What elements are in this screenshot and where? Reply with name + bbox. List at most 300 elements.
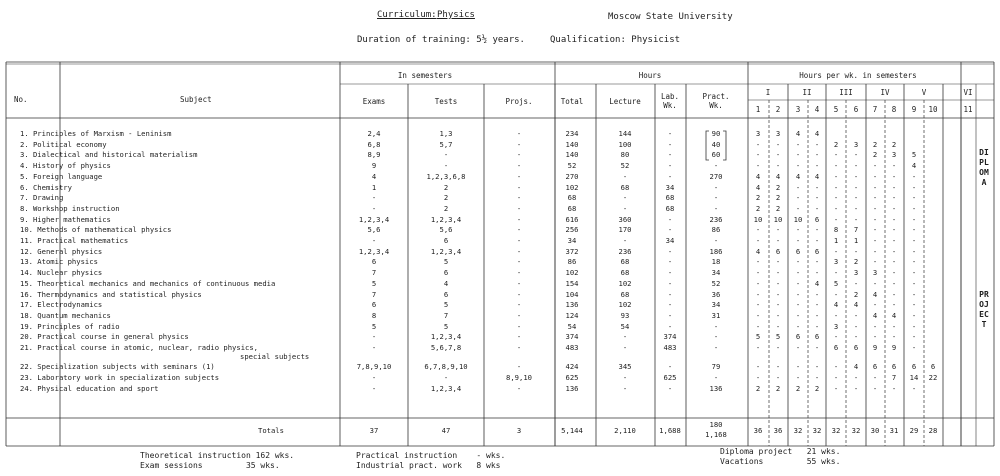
col-pract-header-2: Wk.	[709, 101, 723, 110]
cell-lecture: 54	[620, 321, 630, 331]
cell-projs: -	[516, 289, 522, 299]
semester-hours: -	[833, 203, 839, 213]
cell-total: 256	[565, 225, 579, 235]
semester-hours: -	[795, 362, 801, 372]
semester-hours: -	[775, 150, 781, 160]
semester-hours: 3	[853, 268, 859, 278]
cell-exams: -	[371, 236, 377, 245]
cell-projs: -	[516, 203, 522, 213]
subject-name: 17. Electrodynamics	[20, 300, 103, 310]
cell-total: 374	[565, 332, 579, 342]
cell-lab: -	[667, 278, 673, 288]
cell-tests: 5,7	[439, 139, 453, 149]
semester-hours: 7	[853, 225, 859, 235]
semester-hours: -	[911, 289, 917, 299]
semester-hours: -	[795, 193, 801, 203]
semester-hours: -	[814, 203, 820, 213]
semester-hours: 3	[775, 129, 781, 138]
footer-theoretical: Theoretical instruction 162 wks.	[140, 451, 295, 460]
col-exams-header: Exams	[362, 97, 386, 106]
cell-exams: -	[371, 383, 377, 393]
semester-hours: -	[814, 362, 820, 372]
cell-lecture: 68	[620, 257, 630, 267]
cell-lab: -	[667, 139, 673, 149]
semester-hours: 2	[775, 383, 781, 393]
cell-lab: -	[667, 129, 673, 138]
semester-label: 7	[872, 105, 878, 114]
cell-lecture: -	[622, 383, 628, 393]
totals-semester: 31	[889, 426, 899, 435]
semester-hours: 2	[775, 193, 781, 203]
cell-lecture: 345	[618, 362, 632, 372]
cell-pract: -	[713, 373, 719, 383]
cell-lab: -	[667, 214, 673, 224]
semester-hours: -	[814, 257, 820, 267]
semester-hours: 2	[872, 139, 878, 149]
semester-hours: 4	[775, 171, 781, 181]
semester-hours: -	[853, 310, 859, 320]
col-lab-header: Lab.	[660, 92, 680, 101]
totals-semester: 36	[773, 426, 783, 435]
semester-hours: -	[795, 300, 801, 310]
cell-projs: -	[516, 225, 522, 235]
semester-hours: -	[872, 373, 878, 383]
semester-label: 11	[963, 105, 973, 114]
semester-label: 4	[814, 105, 820, 114]
semester-hours: 2	[775, 182, 781, 192]
semester-hours: 5	[833, 278, 839, 288]
semester-hours: -	[853, 182, 859, 192]
footer-diploma: Diploma project 21 wks.	[720, 447, 841, 456]
semester-hours: -	[795, 373, 801, 383]
cell-tests: 6	[443, 289, 449, 299]
cell-pract: 236	[709, 214, 723, 224]
semester-hours: -	[911, 300, 917, 310]
cell-pract: 34	[711, 300, 721, 310]
semester-hours: -	[775, 225, 781, 235]
subject-name: 5. Foreign language	[20, 171, 103, 181]
semester-hours: -	[872, 182, 878, 192]
semester-hours: -	[911, 257, 917, 267]
totals-projs: 3	[516, 426, 522, 435]
semester-hours: -	[814, 310, 820, 320]
semester-hours: 3	[833, 321, 839, 331]
semester-hours: -	[833, 193, 839, 203]
subject-name: 19. Principles of radio	[20, 321, 120, 331]
semester-hours: -	[755, 343, 761, 352]
cell-lecture: 144	[618, 129, 632, 138]
cell-exams: 7	[371, 268, 377, 278]
semester-hours: -	[833, 383, 839, 393]
cell-total: 270	[565, 171, 579, 181]
cell-tests: 5	[443, 257, 449, 267]
cell-lecture: 93	[620, 310, 630, 320]
semester-hours: -	[853, 383, 859, 393]
semester-hours: -	[872, 300, 878, 310]
semester-hours: -	[814, 373, 820, 383]
cell-projs: -	[516, 310, 522, 320]
cell-lab: 34	[665, 236, 675, 245]
cell-exams: -	[371, 373, 377, 383]
cell-total: 34	[567, 236, 577, 245]
semester-hours: -	[833, 182, 839, 192]
semester-label: 1	[755, 105, 761, 114]
cell-lecture: -	[622, 373, 628, 383]
semester-hours: -	[795, 150, 801, 160]
semester-hours: -	[853, 214, 859, 224]
semester-hours: -	[795, 236, 801, 245]
cell-pract: -	[713, 193, 719, 203]
semester-label: 10	[928, 105, 938, 114]
cell-pract: 40	[711, 139, 721, 149]
cell-projs: -	[516, 139, 522, 149]
semester-hours: -	[795, 257, 801, 267]
subject-name: 7. Drawing	[20, 193, 64, 203]
semester-hours: -	[755, 257, 761, 267]
semester-hours: -	[872, 225, 878, 235]
cell-total: 372	[565, 246, 579, 256]
semester-hours: 4	[872, 310, 878, 320]
cell-pract: 31	[711, 310, 721, 320]
cell-total: 616	[565, 214, 579, 224]
cell-tests: -	[443, 161, 449, 171]
semester-hours: 5	[911, 150, 917, 160]
semester-hours: -	[853, 171, 859, 181]
cell-lab: -	[667, 310, 673, 320]
semester-hours: -	[872, 236, 878, 245]
semester-hours: -	[775, 278, 781, 288]
semester-hours: -	[814, 161, 820, 171]
cell-tests: 6	[443, 236, 449, 245]
semester-hours: -	[911, 182, 917, 192]
semester-hours: -	[755, 161, 761, 171]
semester-hours: -	[853, 278, 859, 288]
cell-pract: -	[713, 343, 719, 352]
semester-hours: -	[755, 310, 761, 320]
cell-exams: -	[371, 203, 377, 213]
cell-lab: -	[667, 362, 673, 372]
semester-hours: 5	[775, 332, 781, 342]
subject-name: 6. Chemistry	[20, 182, 72, 192]
cell-projs: -	[516, 383, 522, 393]
semester-hours: -	[775, 289, 781, 299]
totals-label: Totals	[258, 426, 284, 435]
cell-total: 68	[567, 193, 577, 203]
subject-name: 24. Physical education and sport	[20, 383, 159, 393]
semester-hours: 2	[755, 193, 761, 203]
cell-lecture: 102	[618, 278, 632, 288]
semester-hours: -	[911, 225, 917, 235]
cell-lab: 68	[665, 203, 675, 213]
subject-name: 18. Quantum mechanics	[20, 310, 111, 320]
diploma-vertical-label: DIPLOMA	[979, 148, 989, 187]
semester-hours: 3	[755, 129, 761, 138]
totals-semester: 28	[928, 426, 938, 435]
semester-hours: 2	[755, 203, 761, 213]
cell-pract: 60	[711, 150, 721, 160]
cell-exams: 4	[371, 171, 377, 181]
col-pract-header: Pract.	[702, 92, 730, 101]
cell-pract: 86	[711, 225, 721, 235]
semester-hours: -	[872, 278, 878, 288]
cell-exams: 5,6	[367, 225, 381, 235]
cell-pract: 34	[711, 268, 721, 278]
semester-hours: 4	[853, 362, 859, 372]
subject-name: 16. Thermodynamics and statistical physics	[20, 289, 202, 299]
semester-hours: 2	[833, 139, 839, 149]
cell-pract: 79	[711, 362, 721, 372]
totals-pract-top: 180	[709, 420, 723, 429]
semester-hours: -	[872, 383, 878, 393]
semester-hours: -	[891, 225, 897, 235]
cell-lecture: 170	[618, 225, 632, 235]
semester-hours: -	[775, 257, 781, 267]
year-label: V	[921, 88, 927, 97]
semester-hours: 10	[793, 214, 803, 224]
semester-hours: -	[795, 161, 801, 171]
semester-hours: -	[872, 257, 878, 267]
semester-hours: -	[891, 161, 897, 171]
totals-semester: 32	[851, 426, 861, 435]
cell-lab: -	[667, 321, 673, 331]
semester-hours: -	[833, 161, 839, 171]
semester-hours: 4	[814, 129, 820, 138]
cell-projs: -	[516, 362, 522, 372]
subject-name: 4. History of physics	[20, 161, 111, 171]
semester-hours: -	[795, 310, 801, 320]
footer-vacations: Vacations 55 wks.	[720, 457, 841, 466]
semester-hours: -	[775, 343, 781, 352]
semester-hours: -	[911, 171, 917, 181]
cell-projs: -	[516, 129, 522, 138]
semester-hours: -	[755, 225, 761, 235]
semester-hours: -	[755, 139, 761, 149]
col-hours-per-week-header: Hours per wk. in semesters	[799, 71, 917, 80]
semester-hours: 6	[814, 332, 820, 342]
semester-hours: 2	[853, 257, 859, 267]
semester-hours: -	[891, 193, 897, 203]
year-label: III	[839, 88, 853, 97]
cell-tests: 5	[443, 300, 449, 310]
semester-hours: -	[891, 332, 897, 342]
semester-hours: -	[833, 268, 839, 278]
semester-hours: -	[755, 373, 761, 383]
col-lab-header-2: Wk.	[663, 101, 677, 110]
semester-hours: 3	[872, 268, 878, 278]
semester-hours: -	[814, 150, 820, 160]
semester-hours: 4	[755, 246, 761, 256]
col-lecture-header: Lecture	[609, 97, 641, 106]
cell-total: 102	[565, 268, 579, 278]
semester-hours: -	[833, 171, 839, 181]
semester-hours: -	[891, 257, 897, 267]
subject-name: 23. Laboratory work in specialization subjects	[20, 373, 220, 383]
totals-semester: 36	[753, 426, 763, 435]
cell-tests: 2	[443, 203, 449, 213]
cell-lab: -	[667, 225, 673, 235]
totals-exams: 37	[369, 426, 379, 435]
semester-hours: 8	[833, 225, 839, 235]
subject-name: 21. Practical course in atomic, nuclear, radio physics,	[20, 343, 258, 352]
cell-exams: 6,8	[367, 139, 381, 149]
semester-hours: -	[814, 300, 820, 310]
semester-hours: 6	[814, 214, 820, 224]
subject-name: 22. Specialization subjects with seminars (1)	[20, 362, 215, 372]
cell-lecture: 100	[618, 139, 632, 149]
semester-hours: 9	[891, 343, 897, 352]
cell-exams: -	[371, 193, 377, 203]
semester-hours: -	[911, 236, 917, 245]
semester-hours: 4	[833, 300, 839, 310]
semester-hours: -	[911, 310, 917, 320]
totals-lecture: 2,110	[614, 426, 636, 435]
cell-exams: 5	[371, 321, 377, 331]
cell-tests: 1,2,3,4	[430, 332, 462, 342]
semester-hours: 6	[930, 362, 936, 372]
semester-hours: -	[891, 321, 897, 331]
cell-lab: -	[667, 161, 673, 171]
project-vertical-label: PROJECT	[979, 290, 989, 329]
cell-projs: -	[516, 321, 522, 331]
cell-lab: 34	[665, 182, 675, 192]
subject-name: 9. Higher mathematics	[20, 214, 111, 224]
cell-exams: 1,2,3,4	[358, 246, 390, 256]
semester-hours: -	[775, 268, 781, 278]
semester-hours: -	[833, 246, 839, 256]
semester-hours: -	[891, 383, 897, 393]
cell-exams: 5	[371, 278, 377, 288]
semester-label: 3	[795, 105, 801, 114]
semester-hours: -	[833, 150, 839, 160]
semester-hours: -	[872, 171, 878, 181]
semester-hours: -	[814, 289, 820, 299]
cell-lab: 483	[663, 343, 677, 352]
cell-exams: 8,9	[367, 150, 381, 160]
cell-lab: -	[667, 171, 673, 181]
totals-tests: 47	[441, 426, 451, 435]
col-hours-header: Hours	[638, 71, 662, 80]
semester-hours: 9	[872, 343, 878, 352]
cell-projs: -	[516, 182, 522, 192]
qualification-text: Qualification: Physicist	[550, 35, 681, 45]
cell-tests: 2	[443, 193, 449, 203]
cell-total: 86	[567, 257, 577, 267]
semester-hours: -	[755, 289, 761, 299]
semester-hours: -	[814, 268, 820, 278]
semester-hours: -	[755, 268, 761, 278]
cell-pract: 18	[711, 257, 721, 267]
cell-lecture: 68	[620, 182, 630, 192]
semester-hours: 6	[891, 362, 897, 372]
cell-projs: -	[516, 246, 522, 256]
semester-hours: 2	[775, 203, 781, 213]
cell-tests: -	[443, 373, 449, 383]
cell-projs: -	[516, 214, 522, 224]
semester-hours: -	[911, 278, 917, 288]
cell-lab: -	[667, 246, 673, 256]
semester-hours: -	[891, 268, 897, 278]
semester-hours: -	[911, 321, 917, 331]
semester-hours: -	[911, 246, 917, 256]
semester-hours: -	[755, 236, 761, 245]
semester-hours: -	[775, 321, 781, 331]
semester-hours: -	[814, 193, 820, 203]
semester-hours: -	[891, 300, 897, 310]
year-label: VI	[963, 88, 973, 97]
semester-hours: 6	[795, 332, 801, 342]
subject-name: 12. General physics	[20, 246, 103, 256]
cell-total: 124	[565, 310, 579, 320]
semester-hours: 22	[928, 373, 938, 383]
semester-label: 8	[891, 105, 897, 114]
semester-hours: 1	[853, 236, 859, 245]
cell-pract: -	[713, 236, 719, 245]
semester-hours: -	[833, 310, 839, 320]
semester-hours: 4	[755, 171, 761, 181]
cell-projs: -	[516, 257, 522, 267]
subject-name: 10. Methods of mathematical physics	[20, 225, 172, 235]
cell-total: 136	[565, 383, 579, 393]
semester-hours: -	[891, 236, 897, 245]
semester-hours: 6	[795, 246, 801, 256]
cell-tests: 1,2,3,4	[430, 383, 462, 393]
cell-lab: 374	[663, 332, 677, 342]
subject-name: 8. Workshop instruction	[20, 203, 120, 213]
semester-hours: -	[911, 203, 917, 213]
semester-hours: -	[872, 246, 878, 256]
semester-hours: -	[795, 268, 801, 278]
cell-exams: 6	[371, 257, 377, 267]
semester-hours: -	[814, 321, 820, 331]
cell-lecture: 52	[620, 161, 630, 171]
semester-label: 6	[853, 105, 859, 114]
cell-tests: -	[443, 150, 449, 160]
cell-lecture: -	[622, 193, 628, 203]
semester-hours: 4	[872, 289, 878, 299]
cell-tests: 7	[443, 310, 449, 320]
cell-projs: -	[516, 343, 522, 352]
semester-label: 2	[775, 105, 781, 114]
semester-hours: -	[853, 332, 859, 342]
col-tests-header: Tests	[434, 97, 458, 106]
cell-lab: -	[667, 383, 673, 393]
semester-hours: -	[872, 193, 878, 203]
semester-hours: -	[833, 332, 839, 342]
cell-total: 154	[565, 278, 579, 288]
semester-hours: -	[795, 289, 801, 299]
cell-pract: -	[713, 203, 719, 213]
semester-hours: 3	[891, 150, 897, 160]
semester-hours: 6	[814, 246, 820, 256]
semester-label: 5	[833, 105, 839, 114]
semester-hours: -	[755, 300, 761, 310]
semester-hours: 6	[775, 246, 781, 256]
subject-name: 1. Principles of Marxism - Leninism	[20, 129, 172, 138]
cell-total: 234	[565, 129, 579, 138]
semester-hours: 2	[891, 139, 897, 149]
totals-semester: 30	[870, 426, 880, 435]
totals-total: 5,144	[561, 426, 583, 435]
cell-projs: -	[516, 236, 522, 245]
semester-hours: 2	[872, 150, 878, 160]
semester-hours: 4	[911, 161, 917, 171]
cell-exams: 7	[371, 289, 377, 299]
semester-hours: -	[795, 343, 801, 352]
cell-lab: -	[667, 300, 673, 310]
semester-hours: -	[891, 171, 897, 181]
semester-hours: -	[911, 193, 917, 203]
semester-hours: -	[891, 278, 897, 288]
